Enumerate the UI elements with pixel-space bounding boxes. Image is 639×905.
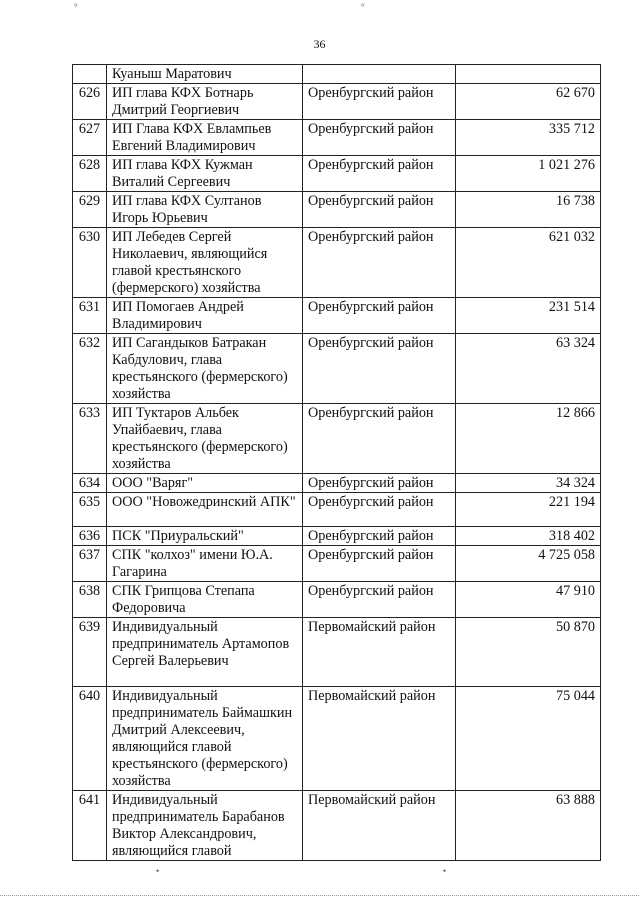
row-number: 629 xyxy=(73,192,107,228)
table-row xyxy=(73,404,601,474)
amount-value: 231 514 xyxy=(456,298,601,334)
amount-value xyxy=(456,65,601,84)
row-number: 627 xyxy=(73,120,107,156)
table-row xyxy=(73,582,601,618)
entity-name: ИП глава КФХ Ботнарь Дмитрий Георгиевич xyxy=(107,84,303,120)
district-name: Первомайский район xyxy=(303,618,456,687)
table-row xyxy=(73,298,601,334)
row-number: 637 xyxy=(73,546,107,582)
amount-value: 75 044 xyxy=(456,687,601,791)
district-name: Оренбургский район xyxy=(303,546,456,582)
entity-name: СПК Грипцова Степапа Федоровича xyxy=(107,582,303,618)
amount-value: 1 021 276 xyxy=(456,156,601,192)
table-row xyxy=(73,527,601,546)
entity-name: ИП Помогаев Андрей Владимирович xyxy=(107,298,303,334)
table-row xyxy=(73,791,601,861)
entity-name: Индивидуальный предприниматель Баймашкин Дмитрий Алексеевич, являющийся главой крестьянского (фермерского) хозяйства xyxy=(107,687,303,791)
table-row xyxy=(73,687,601,791)
row-number: 638 xyxy=(73,582,107,618)
amount-value: 621 032 xyxy=(456,228,601,298)
entity-name: Индивидуальный предприниматель Артамопов Сергей Валерьевич xyxy=(107,618,303,687)
page-number: 36 xyxy=(313,37,326,51)
amount-value: 63 888 xyxy=(456,791,601,861)
page-bottom-edge xyxy=(0,895,639,896)
entity-name: Индивидуальный предприниматель Барабанов Виктор Александрович, являющийся главой xyxy=(107,791,303,861)
district-name: Первомайский район xyxy=(303,687,456,791)
table-row xyxy=(73,228,601,298)
district-name: Оренбургский район xyxy=(303,493,456,527)
district-name: Оренбургский район xyxy=(303,404,456,474)
entity-name: ПСК "Приуральский" xyxy=(107,527,303,546)
table-row xyxy=(73,120,601,156)
district-name: Оренбургский район xyxy=(303,84,456,120)
table-row xyxy=(73,192,601,228)
entity-name: ИП Туктаров Альбек Упайбаевич, глава крестьянского (фермерского) хозяйства xyxy=(107,404,303,474)
entity-name: ИП глава КФХ Кужман Виталий Сергеевич xyxy=(107,156,303,192)
entity-name: ИП глава КФХ Султанов Игорь Юрьевич xyxy=(107,192,303,228)
row-number: 634 xyxy=(73,474,107,493)
district-name: Оренбургский район xyxy=(303,120,456,156)
amount-value: 318 402 xyxy=(456,527,601,546)
table-row xyxy=(73,618,601,687)
amount-value: 62 670 xyxy=(456,84,601,120)
registry-table xyxy=(72,64,601,861)
scan-mark-left: ° xyxy=(74,2,78,12)
amount-value: 50 870 xyxy=(456,618,601,687)
table-row xyxy=(73,493,601,527)
district-name: Оренбургский район xyxy=(303,156,456,192)
amount-value: 221 194 xyxy=(456,493,601,527)
entity-name: Куаныш Маратович xyxy=(107,65,303,84)
entity-name: ИП Лебедев Сергей Николаевич, являющийся главой крестьянского (фермерского) хозяйства xyxy=(107,228,303,298)
row-number: 639 xyxy=(73,618,107,687)
district-name: Оренбургский район xyxy=(303,334,456,404)
amount-value: 34 324 xyxy=(456,474,601,493)
table-row xyxy=(73,334,601,404)
amount-value: 4 725 058 xyxy=(456,546,601,582)
district-name: Оренбургский район xyxy=(303,527,456,546)
district-name: Оренбургский район xyxy=(303,474,456,493)
row-number: 626 xyxy=(73,84,107,120)
entity-name: СПК "колхоз" имени Ю.А. Гагарина xyxy=(107,546,303,582)
table-row xyxy=(73,474,601,493)
registry-table-body xyxy=(73,65,601,861)
district-name: Оренбургский район xyxy=(303,228,456,298)
amount-value: 47 910 xyxy=(456,582,601,618)
table-row xyxy=(73,65,601,84)
district-name: Оренбургский район xyxy=(303,298,456,334)
district-name: Оренбургский район xyxy=(303,192,456,228)
row-number: 641 xyxy=(73,791,107,861)
district-name: Оренбургский район xyxy=(303,582,456,618)
row-number xyxy=(73,65,107,84)
row-number: 632 xyxy=(73,334,107,404)
table-row xyxy=(73,84,601,120)
amount-value: 16 738 xyxy=(456,192,601,228)
amount-value: 63 324 xyxy=(456,334,601,404)
row-number: 628 xyxy=(73,156,107,192)
district-name: Первомайский район xyxy=(303,791,456,861)
scan-mark-right: ° xyxy=(361,2,365,12)
row-number: 640 xyxy=(73,687,107,791)
row-number: 636 xyxy=(73,527,107,546)
table-row xyxy=(73,546,601,582)
entity-name: ИП Глава КФХ Евлампьев Евгений Владимирович xyxy=(107,120,303,156)
entity-name: ООО "Варяг" xyxy=(107,474,303,493)
row-number: 630 xyxy=(73,228,107,298)
row-number: 635 xyxy=(73,493,107,527)
entity-name: ИП Сагандыков Батракан Кабдулович, глава крестьянского (фермерского) хозяйства xyxy=(107,334,303,404)
row-number: 631 xyxy=(73,298,107,334)
table-row xyxy=(73,156,601,192)
scan-mark-bottom-left: • xyxy=(156,866,160,876)
amount-value: 12 866 xyxy=(456,404,601,474)
entity-name: ООО "Новожедринский АПК" xyxy=(107,493,303,527)
amount-value: 335 712 xyxy=(456,120,601,156)
scan-mark-bottom-right: • xyxy=(443,866,447,876)
row-number: 633 xyxy=(73,404,107,474)
district-name xyxy=(303,65,456,84)
